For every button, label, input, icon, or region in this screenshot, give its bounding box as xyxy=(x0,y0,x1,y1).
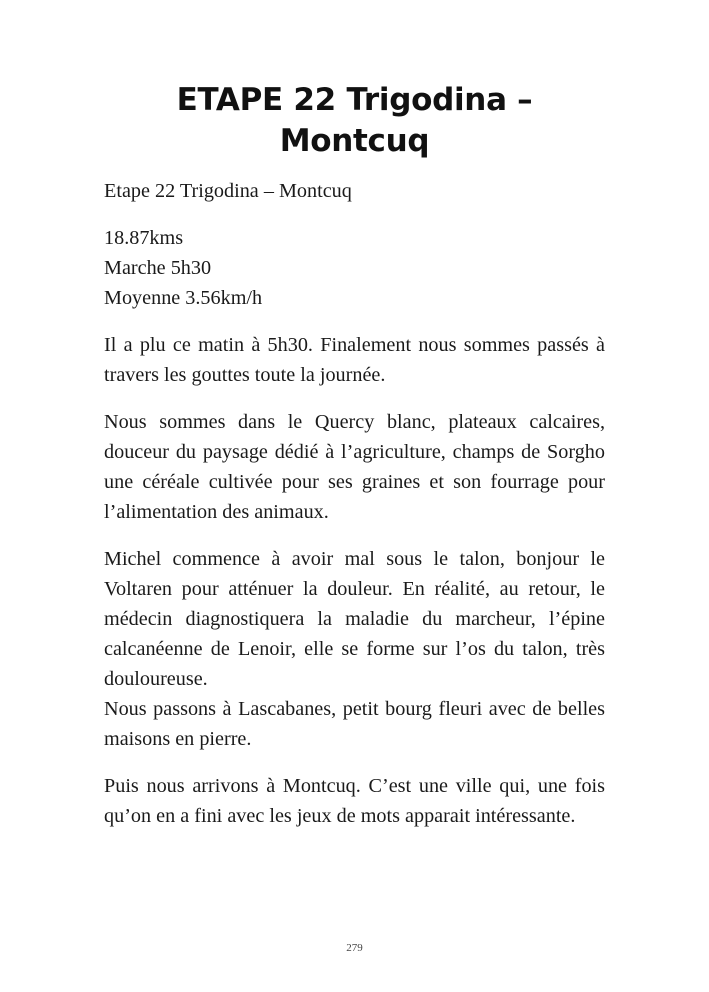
chapter-title-line-1: ETAPE 22 Trigodina – xyxy=(176,82,533,118)
subtitle: Etape 22 Trigodina – Montcuq xyxy=(104,180,352,202)
chapter-title xyxy=(104,80,605,162)
paragraph-quercy: Nous sommes dans le Quercy blanc, plateaux calcaires, douceur du paysage dédié à l’agriculture, champs de Sorgho une céréale cultivée pour ses graines et son fourrage pour l’alimentation des animaux. xyxy=(104,411,605,523)
page-number: 279 xyxy=(346,942,363,954)
stat-walk-time: Marche 5h30 xyxy=(104,257,212,279)
paragraph-rain: Il a plu ce matin à 5h30. Finalement nous sommes passés à travers les gouttes toute la journée. xyxy=(104,334,605,386)
paragraph-montcuq: Puis nous arrivons à Montcuq. C’est une ville qui, une fois qu’on en a fini avec les jeux de mots apparait intéressante. xyxy=(104,775,605,827)
stat-average-speed: Moyenne 3.56km/h xyxy=(104,287,263,309)
chapter-title-line-2: Montcuq xyxy=(279,123,430,159)
stat-distance: 18.87kms xyxy=(104,227,184,249)
paragraph-michel: Michel commence à avoir mal sous le talon, bonjour le Voltaren pour atténuer la douleur. En réalité, au retour, le médecin diagnostiquera la maladie du marcheur, l’épine calcanéenne de Lenoir, elle se forme sur l’os du talon, très douloureuse. xyxy=(104,548,605,690)
stats-block xyxy=(104,223,605,313)
paragraph-lascabanes: Nous passons à Lascabanes, petit bourg fleuri avec de belles maisons en pierre. xyxy=(104,698,605,750)
page-content xyxy=(104,80,605,831)
